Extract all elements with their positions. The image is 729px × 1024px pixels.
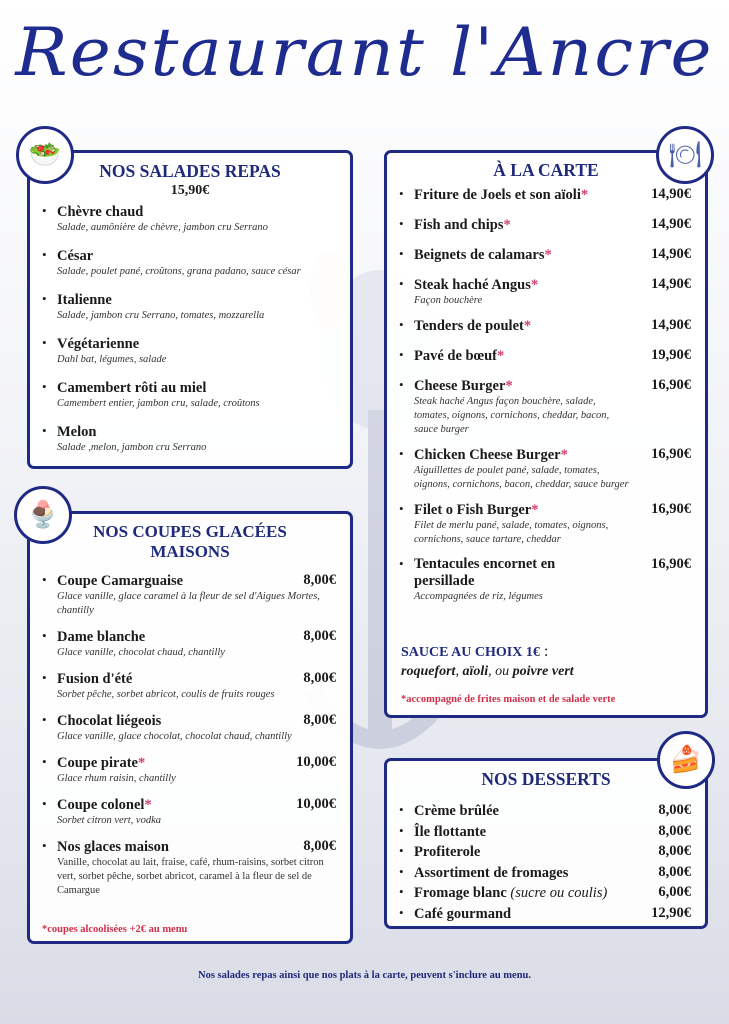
ice-cream-cup-icon: 🍨 (14, 486, 72, 544)
menu-item (387, 347, 705, 365)
menu-item (30, 754, 350, 786)
item-price: 16,90€ (651, 501, 691, 517)
item-name (57, 336, 139, 353)
item-name (414, 318, 531, 335)
menu-item (30, 423, 350, 455)
menu-item (30, 335, 350, 367)
menu-item (387, 864, 705, 882)
desserts-list (387, 802, 705, 923)
salades-price: 15,90€ (170, 183, 210, 198)
menu-item (387, 317, 705, 335)
item-name (414, 824, 486, 841)
item-asterisk: * (531, 502, 539, 518)
item-price: 14,90€ (651, 186, 691, 202)
menu-item (387, 246, 705, 264)
menu-item (387, 802, 705, 820)
item-name-text: Dame blanche (57, 629, 146, 645)
item-name-text: Steak haché Angus (414, 277, 531, 293)
item-description: Salade, aumônière de chèvre, jambon cru Serrano (57, 222, 268, 233)
item-name (414, 277, 538, 294)
item-name (57, 573, 183, 590)
item-name-text: Végétarienne (57, 336, 140, 352)
plate-cutlery-icon: 🍽 (656, 126, 714, 184)
menu-item (387, 501, 705, 547)
item-asterisk: * (560, 447, 568, 463)
item-name-text: Friture de Joels et son aïoli (414, 187, 581, 203)
item-name (414, 803, 499, 820)
item-description: Sorbet citron vert, vodka (57, 815, 162, 826)
item-name-text: Italienne (57, 292, 112, 308)
item-price: 10,00€ (296, 796, 336, 812)
item-description: Salade, poulet pané, croûtons, grana padano, sauce césar (57, 266, 301, 277)
sauce-colon: : (539, 643, 549, 660)
item-description: Accompagnées de riz, légumes (414, 591, 543, 602)
menu-item (30, 247, 350, 279)
item-asterisk: * (544, 247, 552, 263)
item-name-text: Cheese Burger (414, 378, 506, 394)
footer-note: Nos salades repas ainsi que nos plats à la carte, peuvent s'inclure au menu. (197, 970, 532, 981)
item-asterisk: * (496, 348, 505, 364)
item-price: 14,90€ (651, 246, 691, 262)
item-description: Salade, jambon cru Serrano, tomates, mozzarella (57, 310, 265, 321)
item-name-text: Coupe pirate (57, 755, 138, 771)
item-name-text: Beignets de calamars (414, 247, 545, 263)
item-name (414, 865, 568, 882)
menu-item (30, 628, 350, 660)
item-name (57, 380, 206, 397)
item-name (414, 844, 480, 861)
item-name (414, 378, 513, 395)
item-price: 8,00€ (303, 572, 336, 588)
item-asterisk: * (505, 378, 513, 394)
item-description: Vanille, chocolat au lait, fraise, café, rhum-raisins, sorbet citron vert, sorbet pêche, sorbet abricot, caramel à la fleur de sel de Camargue (57, 857, 324, 896)
item-name (57, 629, 145, 646)
menu-item (387, 216, 705, 234)
item-name-text: Tenders de poulet (414, 318, 524, 334)
item-name (414, 348, 504, 365)
menu-item (387, 186, 705, 204)
salades-list (30, 203, 350, 455)
item-description: Aiguillettes de poulet pané, salade, tomates, oignons, cornichons, bacon, cheddar, sauce burger (414, 465, 629, 490)
menu-item (30, 712, 350, 744)
item-price: 10,00€ (296, 754, 336, 770)
item-name (57, 839, 169, 856)
item-name-text: Camembert rôti au miel (57, 380, 207, 396)
item-description: Camembert entier, jambon cru, salade, croûtons (57, 398, 260, 409)
item-name-text: Melon (57, 424, 97, 440)
sauce-roquefort: roquefort (401, 664, 456, 679)
item-name-text: Tentacules encornet en persillade (414, 556, 556, 589)
menu-item (30, 670, 350, 702)
item-price: 14,90€ (651, 317, 691, 333)
menu-item (387, 446, 705, 492)
coupes-note: *coupes alcoolisées +2€ au menu (42, 924, 188, 935)
item-price: 8,00€ (658, 802, 691, 818)
item-name (57, 292, 112, 309)
item-name-text: Fromage blanc (414, 885, 507, 901)
menu-item (387, 276, 705, 308)
item-price: 8,00€ (303, 712, 336, 728)
sauce-poivre-vert: poivre vert (512, 664, 574, 679)
item-asterisk: * (503, 217, 511, 233)
item-name-text: Coupe Camarguaise (57, 573, 184, 589)
item-price: 16,90€ (651, 556, 691, 572)
menu-item (387, 823, 705, 841)
item-price: 6,00€ (658, 884, 691, 900)
item-description: Glace rhum raisin, chantilly (57, 773, 176, 784)
item-price: 8,00€ (658, 843, 691, 859)
sauce-aioli: aïoli (462, 664, 489, 679)
sauce-sep: , ou (488, 664, 513, 679)
coupes-list (30, 572, 350, 898)
item-asterisk: * (137, 755, 146, 771)
item-price: 8,00€ (303, 670, 336, 686)
menu-item (30, 291, 350, 323)
item-asterisk: * (144, 797, 152, 813)
item-description: Glace vanille, chocolat chaud, chantilly (57, 647, 225, 658)
item-price: 8,00€ (303, 628, 336, 644)
item-description: Glace vanille, glace caramel à la fleur de sel d'Aigues Mortes, chantilly (57, 591, 320, 616)
desserts-panel (384, 758, 708, 929)
item-name (57, 797, 152, 814)
item-price: 12,90€ (651, 904, 691, 921)
item-price: 8,00€ (658, 863, 691, 880)
item-description: Dahl bat, légumes, salade (57, 354, 167, 365)
menu-item (30, 572, 350, 618)
item-description: Sorbet pêche, sorbet abricot, coulis de fruits rouges (57, 689, 275, 700)
item-description: Filet de merlu pané, salade, tomates, oignons, cornichons, sauce tartare, cheddar (414, 520, 609, 545)
item-asterisk: * (523, 318, 532, 334)
item-name-text: Chèvre chaud (57, 204, 144, 220)
menu-item (30, 838, 350, 898)
sauce-choice (401, 643, 574, 680)
item-description: Steak haché Angus façon bouchère, salade, tomates, oignons, cornichons, cheddar, bacon, sauce burger (414, 396, 610, 435)
menu-item (387, 905, 705, 923)
item-name-text: Fish and chips (414, 217, 504, 233)
restaurant-title: Restaurant l'Ancre (15, 14, 714, 91)
item-name-text: Île flottante (414, 823, 487, 840)
menu-item (387, 556, 705, 604)
dessert-cake-icon: 🍰 (657, 731, 715, 789)
salad-bowl-icon: 🥗 (16, 126, 74, 184)
item-name-text: Fusion d'été (57, 671, 133, 687)
item-name (414, 187, 588, 204)
item-name-text: Pavé de bœuf (414, 348, 497, 364)
item-name (57, 204, 143, 221)
item-price: 8,00€ (303, 838, 336, 854)
menu-item (30, 796, 350, 828)
sauce-label: SAUCE AU CHOIX 1€ (401, 645, 540, 660)
menu-item (387, 377, 705, 437)
item-name (414, 906, 511, 923)
item-name (414, 502, 538, 519)
item-name-text: Coupe colonel (57, 797, 145, 813)
carte-title: À LA CARTE (493, 160, 599, 180)
item-name-text: Café gourmand (414, 905, 512, 922)
item-name (57, 713, 161, 730)
item-name-text: Profiterole (414, 844, 481, 860)
item-description: Salade ,melon, jambon cru Serrano (57, 442, 207, 453)
desserts-title: NOS DESSERTS (481, 769, 611, 789)
salades-title: NOS SALADES REPAS (99, 161, 281, 181)
carte-list (387, 186, 705, 604)
item-price: 8,00€ (658, 822, 691, 839)
coupes-title: NOS COUPES GLACÉES MAISONS (93, 522, 287, 561)
item-description: Façon bouchère (414, 295, 483, 306)
item-name (57, 248, 93, 265)
item-name (57, 755, 145, 772)
item-name-text: Crème brûlée (414, 803, 499, 819)
item-name-text: Filet o Fish Burger (414, 502, 532, 518)
carte-panel (384, 150, 708, 718)
item-name (57, 671, 132, 688)
item-name (414, 447, 568, 464)
item-price: 16,90€ (651, 446, 691, 462)
item-price: 16,90€ (651, 377, 691, 393)
item-name-text: Nos glaces maison (57, 839, 169, 855)
item-name (57, 424, 96, 441)
item-price: 14,90€ (651, 216, 691, 232)
salades-panel (27, 150, 353, 469)
item-name-text: Chocolat liégeois (57, 713, 162, 729)
item-extra: (sucre ou coulis) (506, 885, 608, 901)
coupes-panel (27, 511, 353, 944)
item-description: Glace vanille, glace chocolat, chocolat chaud, chantilly (57, 731, 292, 742)
menu-item (387, 884, 705, 902)
item-name (414, 556, 614, 590)
item-name (414, 247, 552, 264)
item-name-text: César (57, 248, 94, 264)
item-name-text: Chicken Cheese Burger (414, 447, 561, 463)
item-price: 14,90€ (651, 276, 691, 292)
item-price: 19,90€ (651, 347, 691, 363)
item-name (414, 885, 607, 902)
item-name (414, 217, 511, 234)
sauce-sep: , (455, 664, 463, 679)
menu-item (387, 843, 705, 861)
item-name-text: Assortiment de fromages (414, 864, 569, 881)
menu-item (30, 203, 350, 235)
item-asterisk: * (580, 187, 589, 203)
item-asterisk: * (530, 277, 539, 293)
menu-item (30, 379, 350, 411)
carte-note: *accompagné de frites maison et de salade verte (401, 694, 616, 705)
